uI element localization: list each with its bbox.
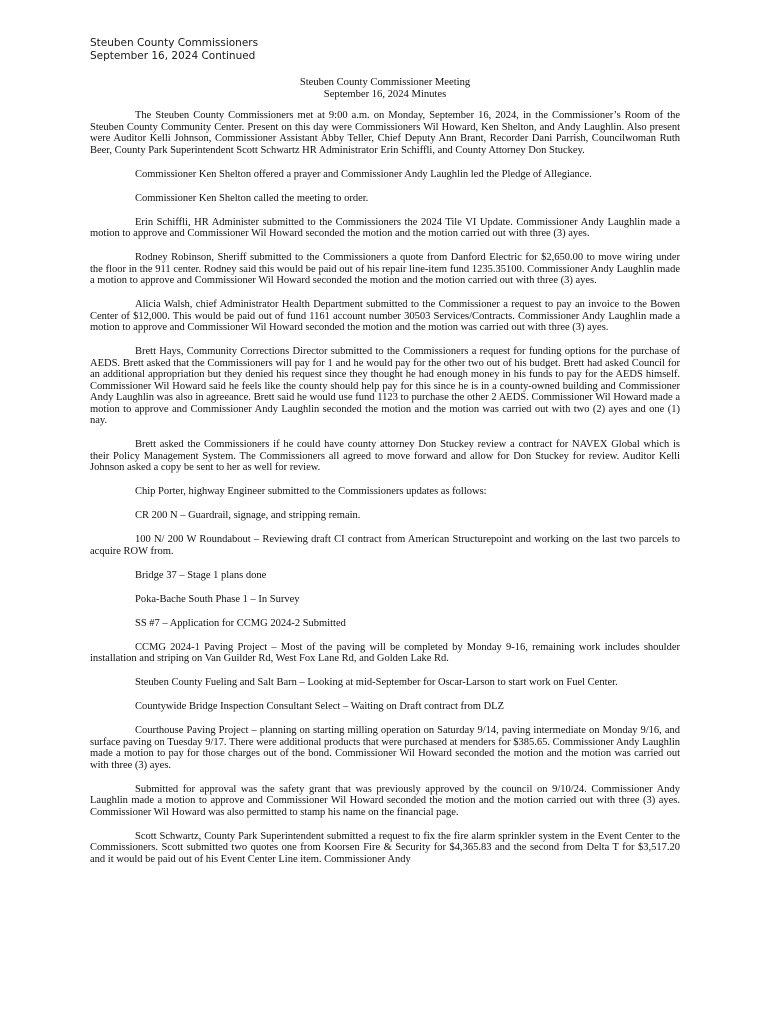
paragraph-prayer: Commissioner Ken Shelton offered a prayer and Commissioner Andy Laughlin led the Pledge of Allegiance. [135,168,592,180]
paragraph-call-to-order: Commissioner Ken Shelton called the meeting to order. [135,192,369,204]
document-title [90,77,680,100]
paragraph-fire-alarm: Scott Schwartz, County Park Superintendent submitted a request to fix the fire alarm sprinkler system in the Event Center to the Commissioners. Scott submitted two quotes one from Koorsen Fire & Security for $4,365.83 and the second from Delta T for $3,517.20 and it would be paid out of his Event Center Line item. Commissioner Andy [90,830,680,865]
paragraph-title-vi-update: Erin Schiffli, HR Administer submitted to the Commissioners the 2024 Tile VI Update. Commissioner Andy Laughlin made a motion to approve and Commissioner Wil Howard seconded the motion and the motion carried out with three (3) ayes. [90,216,680,239]
running-header-line-1: Steuben County Commissioners [90,37,259,49]
title-line-1: Steuben County Commissioner Meeting [299,77,471,88]
paragraph-safety-grant: Submitted for approval was the safety grant that was previously approved by the council on 9/10/24. Commissioner Andy Laughlin made a motion to approve and Commissioner Wil Howard seconded the motion and the motion carried out with three (3) ayes. Commissioner Wil Howard was also permitted to stamp his name on the financial page. [90,783,680,818]
paragraph-health-department: Alicia Walsh, chief Administrator Health Department submitted to the Commissioner a request to pay an invoice to the Bowen Center of $12,000. This would be paid out of fund 1161 account number 30503 Services/Contracts. Commissioner Andy Laughlin made a motion to approve and Commissioner Wil Howard seconded the motion and the motion was carried out with three (3) ayes. [90,299,680,333]
title-line-2: September 16, 2024 Minutes [323,88,447,100]
paragraph-ccmg-paving: CCMG 2024-1 Paving Project – Most of the paving will be completed by Monday 9-16, remaining work includes shoulder installation and striping on Van Guilder Rd, West Fox Lane Rd, and Golden Lake Rd. [90,641,680,664]
paragraph-highway-updates-intro: Chip Porter, highway Engineer submitted to the Commissioners updates as follows: [135,486,487,497]
paragraph-courthouse-paving: Courthouse Paving Project – planning on starting milling operation on Saturday 9/14, paving intermediate on Monday 9/16, and surface paving on Tuesday 9/17. There were additional products that were purchased at menders for $385.65. Commissioner Andy Laughlin made a motion to pay for those charges out of the bond. Commissioner Wil Howard seconded the motion and the motion was carried out with three (3) ayes. [90,725,680,771]
paragraph-bridge-37: Bridge 37 – Stage 1 plans done [135,569,267,581]
paragraph-roundabout: 100 N/ 200 W Roundabout – Reviewing draft CI contract from American Structurepoint and working on the last two parcels to acquire ROW from. [90,534,680,557]
paragraph-fueling-salt-barn: Steuben County Fueling and Salt Barn – Looking at mid-September for Oscar-Larson to start work on Fuel Center. [135,677,618,688]
running-header-line-2: September 16, 2024 Continued [90,50,256,62]
paragraph-sheriff-quote: Rodney Robinson, Sheriff submitted to the Commissioners a quote from Danford Electric for $2,650.00 to move wiring under the floor in the 911 center. Rodney said this would be paid out of his repair line-item fund 1235.35100. Commissioner Andy Laughlin made a motion to approve and Commissioner Wil Howard seconded the motion and the motion carried out with three (3) ayes. [90,252,680,286]
paragraph-navex-contract: Brett asked the Commissioners if he could have county attorney Don Stuckey review a contract for NAVEX Global which is their Policy Management System. The Commissioners all agreed to move forward and allow for Don Stuckey for review. Auditor Kelli Johnson asked a copy be sent to her as well for review. [90,439,680,473]
paragraph-ss7: SS #7 – Application for CCMG 2024-2 Submitted [135,617,346,629]
paragraph-bridge-inspection: Countywide Bridge Inspection Consultant Select – Waiting on Draft contract from DLZ [135,701,505,712]
running-header [90,37,258,63]
paragraph-poka-bache: Poka-Bache South Phase 1 – In Survey [135,593,300,605]
paragraph-community-corrections: Brett Hays, Community Corrections Director submitted to the Commissioners a request for funding options for the purchase of AEDS. Brett asked that the Commissioners will pay for 1 and he would pay for the other two out of his budget. Brett had asked Council for an additional appropriation but they denied his request since they thought he had enough money in his funds to pay for the AEDS himself. Commissioner Wil Howard said he feels like the county should help pay for this since he is in a county-owned building and Commissioner Andy Laughlin was also in agreeance. Brett said he would use fund 1123 to purchase the other 2 AEDS. Commissioner Wil Howard made a motion to approve and Commissioner Andy Laughlin seconded the motion and the motion was carried out with two (2) ayes and one (1) nay. [90,346,680,426]
paragraph-cr-200-n: CR 200 N – Guardrail, signage, and stripping remain. [135,510,361,521]
minutes-body [90,110,680,878]
paragraph-attendance: The Steuben County Commissioners met at 9:00 a.m. on Monday, September 16, 2024, in the Commissioner’s Room of the Steuben County Community Center. Present on this day were Commissioners Wil Howard, Ken Shelton, and Andy Laughlin. Also present were Auditor Kelli Johnson, Commissioner Assistant Abby Teller, Chief Deputy Ann Brant, Recorder Dani Parrish, Councilwoman Ruth Beer, County Park Superintendent Scott Schwartz HR Administrator Erin Schiffli, and County Attorney Don Stuckey. [90,110,680,156]
